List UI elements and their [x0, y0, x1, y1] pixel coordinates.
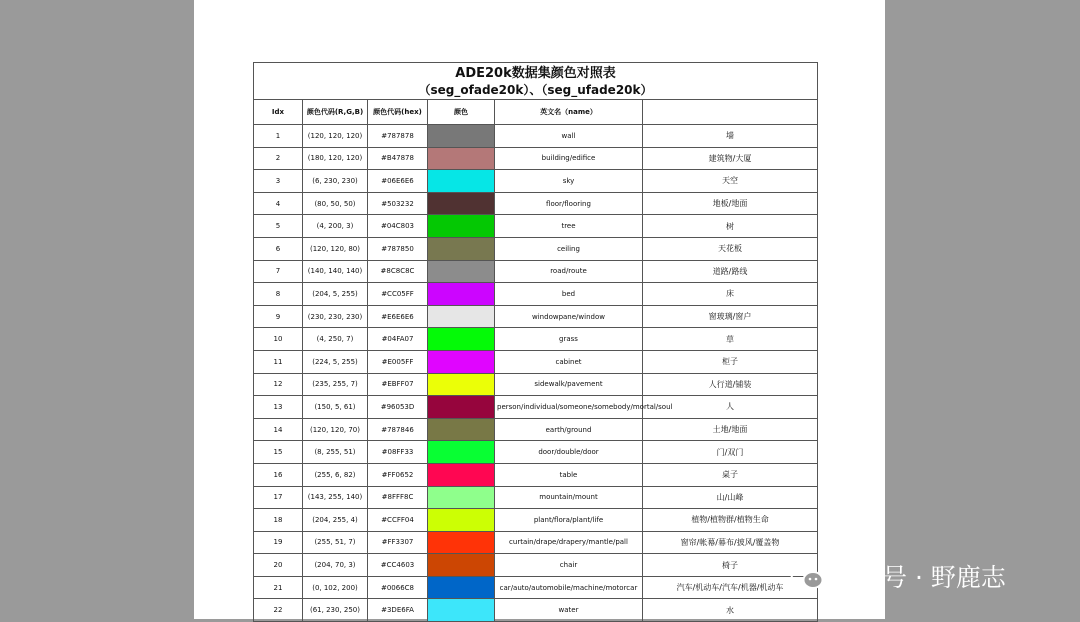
cell-idx: 13	[254, 396, 303, 419]
cell-color-swatch	[428, 147, 495, 170]
cell-hex: #787850	[368, 237, 428, 260]
cell-color-swatch	[428, 192, 495, 215]
cell-idx: 4	[254, 192, 303, 215]
cell-rgb: (140, 140, 140)	[303, 260, 368, 283]
cell-color-swatch	[428, 531, 495, 554]
cell-hex: #FF0652	[368, 463, 428, 486]
cell-color-swatch	[428, 237, 495, 260]
cell-hex: #B47878	[368, 147, 428, 170]
cell-en-name: wall	[495, 125, 643, 148]
cell-en-name: person/individual/someone/somebody/mortal/soul	[495, 396, 643, 419]
table-row	[254, 328, 818, 351]
watermark-text: 公众号 · 野鹿志	[832, 563, 1006, 592]
table-row	[254, 125, 818, 148]
cell-idx: 22	[254, 599, 303, 622]
table-row	[254, 463, 818, 486]
cell-color-swatch	[428, 215, 495, 238]
cell-color-swatch	[428, 373, 495, 396]
table-row	[254, 576, 818, 599]
cell-rgb: (0, 102, 200)	[303, 576, 368, 599]
cell-cn-name: 窗玻璃/窗户	[643, 305, 818, 328]
table-row	[254, 418, 818, 441]
cell-en-name: ceiling	[495, 237, 643, 260]
cell-rgb: (235, 255, 7)	[303, 373, 368, 396]
title-row	[254, 63, 818, 100]
cell-rgb: (6, 230, 230)	[303, 170, 368, 193]
header-color: 颜色	[428, 100, 495, 125]
cell-rgb: (255, 51, 7)	[303, 531, 368, 554]
cell-idx: 21	[254, 576, 303, 599]
cell-rgb: (61, 230, 250)	[303, 599, 368, 622]
cell-en-name: mountain/mount	[495, 486, 643, 509]
header-row	[254, 100, 818, 125]
cell-rgb: (4, 200, 3)	[303, 215, 368, 238]
cell-hex: #FF3307	[368, 531, 428, 554]
cell-idx: 1	[254, 125, 303, 148]
cell-cn-name: 建筑物/大厦	[643, 147, 818, 170]
cell-cn-name: 床	[643, 283, 818, 306]
cell-cn-name: 草	[643, 328, 818, 351]
cell-idx: 19	[254, 531, 303, 554]
cell-en-name: road/route	[495, 260, 643, 283]
cell-cn-name: 椅子	[643, 554, 818, 577]
header-cn-name	[643, 100, 818, 125]
table-title-line1: ADE20k数据集颜色对照表	[455, 65, 616, 81]
cell-idx: 17	[254, 486, 303, 509]
cell-rgb: (120, 120, 80)	[303, 237, 368, 260]
cell-idx: 14	[254, 418, 303, 441]
cell-cn-name: 植物/植物群/植物生命	[643, 509, 818, 532]
cell-hex: #CC4603	[368, 554, 428, 577]
cell-idx: 12	[254, 373, 303, 396]
cell-idx: 5	[254, 215, 303, 238]
cell-idx: 18	[254, 509, 303, 532]
cell-idx: 7	[254, 260, 303, 283]
cell-color-swatch	[428, 599, 495, 622]
cell-en-name: plant/flora/plant/life	[495, 509, 643, 532]
cell-hex: #08FF33	[368, 441, 428, 464]
cell-cn-name: 桌子	[643, 463, 818, 486]
cell-color-swatch	[428, 350, 495, 373]
header-en-name: 英文名（name）	[495, 100, 643, 125]
cell-rgb: (8, 255, 51)	[303, 441, 368, 464]
cell-en-name: cabinet	[495, 350, 643, 373]
cell-idx: 20	[254, 554, 303, 577]
cell-rgb: (230, 230, 230)	[303, 305, 368, 328]
cell-idx: 10	[254, 328, 303, 351]
table-row	[254, 509, 818, 532]
cell-en-name: sidewalk/pavement	[495, 373, 643, 396]
cell-color-swatch	[428, 509, 495, 532]
cell-rgb: (80, 50, 50)	[303, 192, 368, 215]
document-page	[194, 0, 885, 619]
cell-en-name: windowpane/window	[495, 305, 643, 328]
cell-rgb: (224, 5, 255)	[303, 350, 368, 373]
cell-color-swatch	[428, 463, 495, 486]
cell-en-name: building/edifice	[495, 147, 643, 170]
table-title	[254, 63, 818, 100]
cell-en-name: sky	[495, 170, 643, 193]
table-row	[254, 373, 818, 396]
table-row	[254, 147, 818, 170]
header-idx: Idx	[254, 100, 303, 125]
table-row	[254, 396, 818, 419]
cell-en-name: floor/flooring	[495, 192, 643, 215]
cell-en-name: car/auto/automobile/machine/motorcar	[495, 576, 643, 599]
cell-cn-name: 墙	[643, 125, 818, 148]
cell-rgb: (180, 120, 120)	[303, 147, 368, 170]
cell-hex: #04C803	[368, 215, 428, 238]
cell-hex: #CC05FF	[368, 283, 428, 306]
cell-rgb: (255, 6, 82)	[303, 463, 368, 486]
cell-en-name: water	[495, 599, 643, 622]
cell-cn-name: 汽车/机动车/汽车/机器/机动车	[643, 576, 818, 599]
cell-en-name: table	[495, 463, 643, 486]
cell-hex: #96053D	[368, 396, 428, 419]
table-title-line2: （seg_ofade20k）、（seg_ufade20k）	[418, 82, 653, 97]
cell-color-swatch	[428, 328, 495, 351]
table-row	[254, 350, 818, 373]
cell-cn-name: 树	[643, 215, 818, 238]
cell-en-name: door/double/door	[495, 441, 643, 464]
cell-idx: 3	[254, 170, 303, 193]
cell-rgb: (204, 5, 255)	[303, 283, 368, 306]
cell-hex: #787878	[368, 125, 428, 148]
header-hex: 颜色代码(hex)	[368, 100, 428, 125]
cell-cn-name: 门/双门	[643, 441, 818, 464]
cell-en-name: bed	[495, 283, 643, 306]
table-row	[254, 283, 818, 306]
wechat-icon	[790, 561, 824, 591]
cell-idx: 6	[254, 237, 303, 260]
table-row	[254, 599, 818, 622]
cell-color-swatch	[428, 486, 495, 509]
watermark	[790, 558, 1006, 594]
header-rgb: 颜色代码(R,G,B)	[303, 100, 368, 125]
cell-hex: #787846	[368, 418, 428, 441]
cell-color-swatch	[428, 283, 495, 306]
cell-en-name: earth/ground	[495, 418, 643, 441]
cell-cn-name: 天空	[643, 170, 818, 193]
cell-cn-name: 水	[643, 599, 818, 622]
cell-cn-name: 土地/地面	[643, 418, 818, 441]
cell-cn-name: 人行道/铺装	[643, 373, 818, 396]
cell-en-name: grass	[495, 328, 643, 351]
table-row	[254, 215, 818, 238]
cell-hex: #06E6E6	[368, 170, 428, 193]
cell-idx: 15	[254, 441, 303, 464]
cell-hex: #503232	[368, 192, 428, 215]
cell-cn-name: 地板/地面	[643, 192, 818, 215]
cell-color-swatch	[428, 260, 495, 283]
cell-rgb: (4, 250, 7)	[303, 328, 368, 351]
cell-cn-name: 窗帘/帐幕/幕布/披风/覆盖物	[643, 531, 818, 554]
cell-idx: 9	[254, 305, 303, 328]
cell-en-name: curtain/drape/drapery/mantle/pall	[495, 531, 643, 554]
cell-hex: #3DE6FA	[368, 599, 428, 622]
cell-color-swatch	[428, 170, 495, 193]
cell-color-swatch	[428, 125, 495, 148]
table-row	[254, 260, 818, 283]
cell-idx: 8	[254, 283, 303, 306]
cell-hex: #E6E6E6	[368, 305, 428, 328]
color-table	[253, 62, 818, 622]
cell-idx: 2	[254, 147, 303, 170]
cell-hex: #04FA07	[368, 328, 428, 351]
cell-idx: 16	[254, 463, 303, 486]
cell-rgb: (204, 255, 4)	[303, 509, 368, 532]
table-row	[254, 170, 818, 193]
cell-cn-name: 天花板	[643, 237, 818, 260]
cell-idx: 11	[254, 350, 303, 373]
cell-en-name: tree	[495, 215, 643, 238]
cell-cn-name: 道路/路线	[643, 260, 818, 283]
table-row	[254, 237, 818, 260]
cell-cn-name: 山/山峰	[643, 486, 818, 509]
cell-hex: #E005FF	[368, 350, 428, 373]
cell-hex: #8C8C8C	[368, 260, 428, 283]
cell-hex: #EBFF07	[368, 373, 428, 396]
cell-color-swatch	[428, 305, 495, 328]
cell-hex: #0066C8	[368, 576, 428, 599]
table-row	[254, 441, 818, 464]
cell-hex: #CCFF04	[368, 509, 428, 532]
table-row	[254, 554, 818, 577]
cell-cn-name: 人	[643, 396, 818, 419]
cell-color-swatch	[428, 554, 495, 577]
cell-rgb: (204, 70, 3)	[303, 554, 368, 577]
cell-rgb: (150, 5, 61)	[303, 396, 368, 419]
cell-rgb: (143, 255, 140)	[303, 486, 368, 509]
table-row	[254, 192, 818, 215]
cell-hex: #8FFF8C	[368, 486, 428, 509]
cell-rgb: (120, 120, 120)	[303, 125, 368, 148]
cell-color-swatch	[428, 576, 495, 599]
cell-en-name: chair	[495, 554, 643, 577]
cell-cn-name: 柜子	[643, 350, 818, 373]
table-row	[254, 305, 818, 328]
cell-color-swatch	[428, 396, 495, 419]
table-row	[254, 486, 818, 509]
cell-rgb: (120, 120, 70)	[303, 418, 368, 441]
cell-color-swatch	[428, 441, 495, 464]
table-row	[254, 531, 818, 554]
cell-color-swatch	[428, 418, 495, 441]
